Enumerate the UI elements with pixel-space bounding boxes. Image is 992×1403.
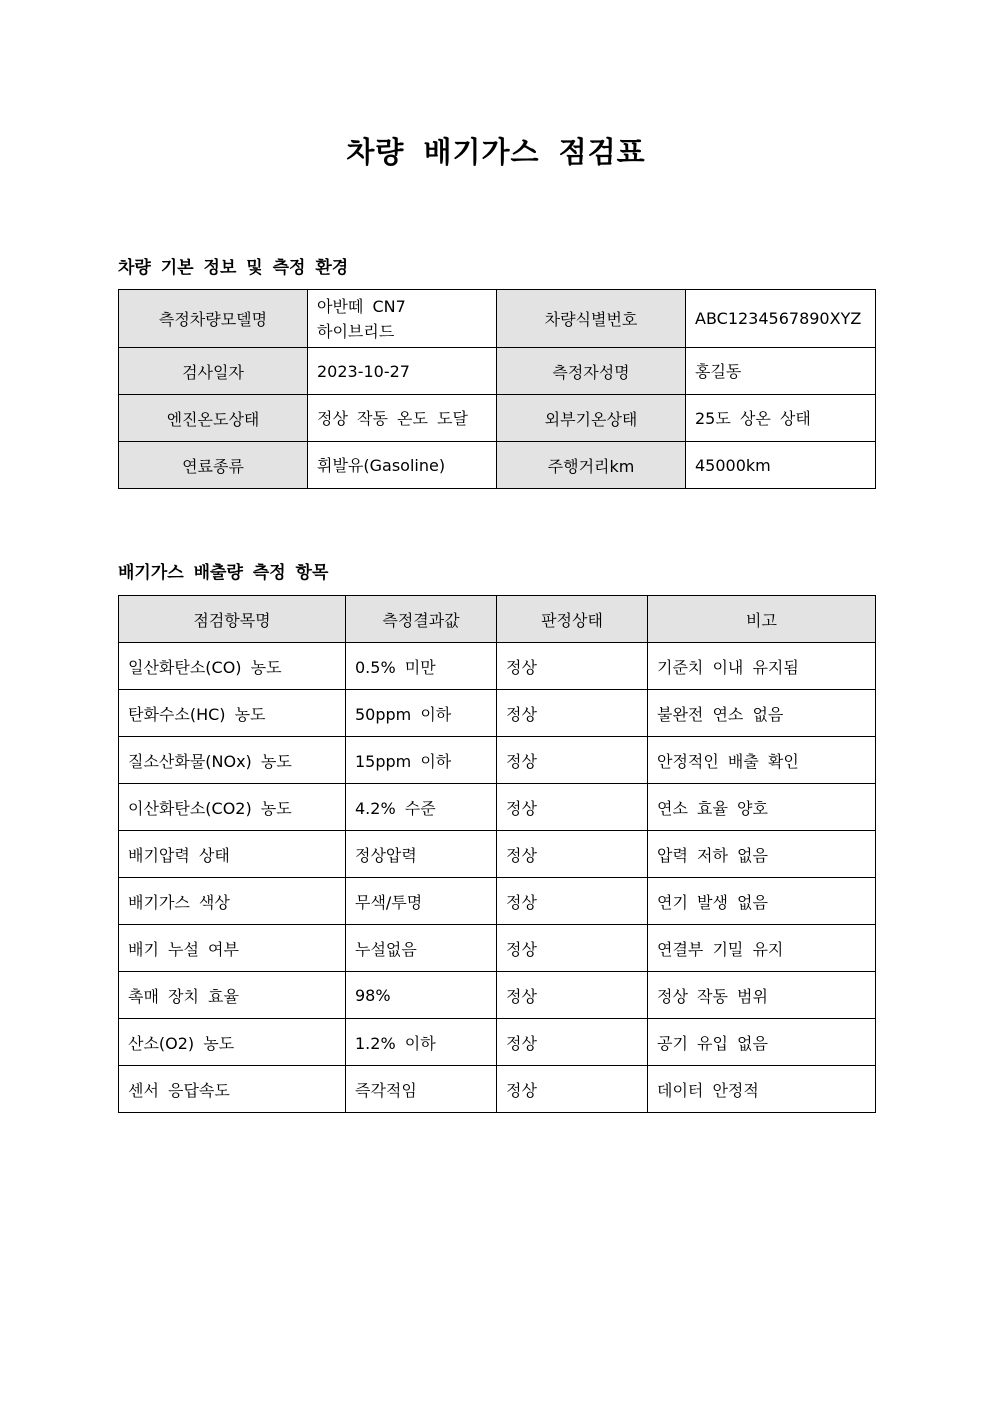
- result-value-cell: 4.2% 수준: [346, 784, 497, 831]
- item-name-cell: 촉매 장치 효율: [119, 972, 346, 1019]
- info-value: 홍길동: [686, 348, 876, 395]
- emissions-table: [118, 595, 876, 1113]
- emissions-heading: 배기가스 배출량 측정 항목: [118, 563, 329, 583]
- info-value: ABC1234567890XYZ: [686, 290, 876, 348]
- info-value: 45000km: [686, 442, 876, 489]
- result-value-cell: 1.2% 이하: [346, 1019, 497, 1066]
- column-header: 점검항목명: [119, 596, 346, 643]
- page-title: 차량 배기가스 점검표: [346, 135, 646, 169]
- status-cell: 정상: [497, 643, 648, 690]
- remark-cell: 공기 유입 없음: [648, 1019, 876, 1066]
- info-row: [119, 442, 876, 489]
- status-cell: 정상: [497, 925, 648, 972]
- item-name-cell: 이산화탄소(CO2) 농도: [119, 784, 346, 831]
- remark-cell: 데이터 안정적: [648, 1066, 876, 1113]
- remark-cell: 연기 발생 없음: [648, 878, 876, 925]
- info-row: [119, 290, 876, 348]
- item-name-cell: 배기압력 상태: [119, 831, 346, 878]
- remark-cell: 압력 저하 없음: [648, 831, 876, 878]
- result-value-cell: 즉각적임: [346, 1066, 497, 1113]
- table-row: [119, 690, 876, 737]
- result-value-cell: 98%: [346, 972, 497, 1019]
- info-label: 외부기온상태: [497, 395, 686, 442]
- result-value-cell: 무색/투명: [346, 878, 497, 925]
- result-value-cell: 0.5% 미만: [346, 643, 497, 690]
- vehicle-info-table: [118, 289, 876, 489]
- table-row: [119, 925, 876, 972]
- info-row: [119, 395, 876, 442]
- table-row: [119, 737, 876, 784]
- item-name-cell: 질소산화물(NOx) 농도: [119, 737, 346, 784]
- table-row: [119, 1019, 876, 1066]
- info-label: 차량식별번호: [497, 290, 686, 348]
- info-label: 검사일자: [119, 348, 308, 395]
- table-row: [119, 1066, 876, 1113]
- column-header: 판정상태: [497, 596, 648, 643]
- table-row: [119, 831, 876, 878]
- column-header: 측정결과값: [346, 596, 497, 643]
- item-name-cell: 일산화탄소(CO) 농도: [119, 643, 346, 690]
- result-value-cell: 50ppm 이하: [346, 690, 497, 737]
- result-value-cell: 정상압력: [346, 831, 497, 878]
- info-label: 측정차량모델명: [119, 290, 308, 348]
- result-value-cell: 누설없음: [346, 925, 497, 972]
- info-value: 아반떼 CN7 하이브리드: [308, 290, 497, 348]
- info-value: 2023-10-27: [308, 348, 497, 395]
- item-name-cell: 센서 응답속도: [119, 1066, 346, 1113]
- status-cell: 정상: [497, 784, 648, 831]
- status-cell: 정상: [497, 1066, 648, 1113]
- table-header-row: [119, 596, 876, 643]
- remark-cell: 연소 효율 양호: [648, 784, 876, 831]
- column-header: 비고: [648, 596, 876, 643]
- item-name-cell: 산소(O2) 농도: [119, 1019, 346, 1066]
- emissions-table-body: [119, 643, 876, 1113]
- table-row: [119, 878, 876, 925]
- table-row: [119, 972, 876, 1019]
- status-cell: 정상: [497, 1019, 648, 1066]
- info-value: 25도 상온 상태: [686, 395, 876, 442]
- remark-cell: 연결부 기밀 유지: [648, 925, 876, 972]
- info-value: 정상 작동 온도 도달: [308, 395, 497, 442]
- vehicle-info-heading: 차량 기본 정보 및 측정 환경: [118, 258, 349, 278]
- status-cell: 정상: [497, 690, 648, 737]
- table-row: [119, 784, 876, 831]
- info-value: 휘발유(Gasoline): [308, 442, 497, 489]
- item-name-cell: 배기 누설 여부: [119, 925, 346, 972]
- info-row: [119, 348, 876, 395]
- status-cell: 정상: [497, 878, 648, 925]
- table-row: [119, 643, 876, 690]
- result-value-cell: 15ppm 이하: [346, 737, 497, 784]
- remark-cell: 불완전 연소 없음: [648, 690, 876, 737]
- info-label: 측정자성명: [497, 348, 686, 395]
- item-name-cell: 배기가스 색상: [119, 878, 346, 925]
- remark-cell: 정상 작동 범위: [648, 972, 876, 1019]
- status-cell: 정상: [497, 972, 648, 1019]
- remark-cell: 기준치 이내 유지됨: [648, 643, 876, 690]
- status-cell: 정상: [497, 737, 648, 784]
- remark-cell: 안정적인 배출 확인: [648, 737, 876, 784]
- info-label: 연료종류: [119, 442, 308, 489]
- info-label: 엔진온도상태: [119, 395, 308, 442]
- info-label: 주행거리km: [497, 442, 686, 489]
- item-name-cell: 탄화수소(HC) 농도: [119, 690, 346, 737]
- status-cell: 정상: [497, 831, 648, 878]
